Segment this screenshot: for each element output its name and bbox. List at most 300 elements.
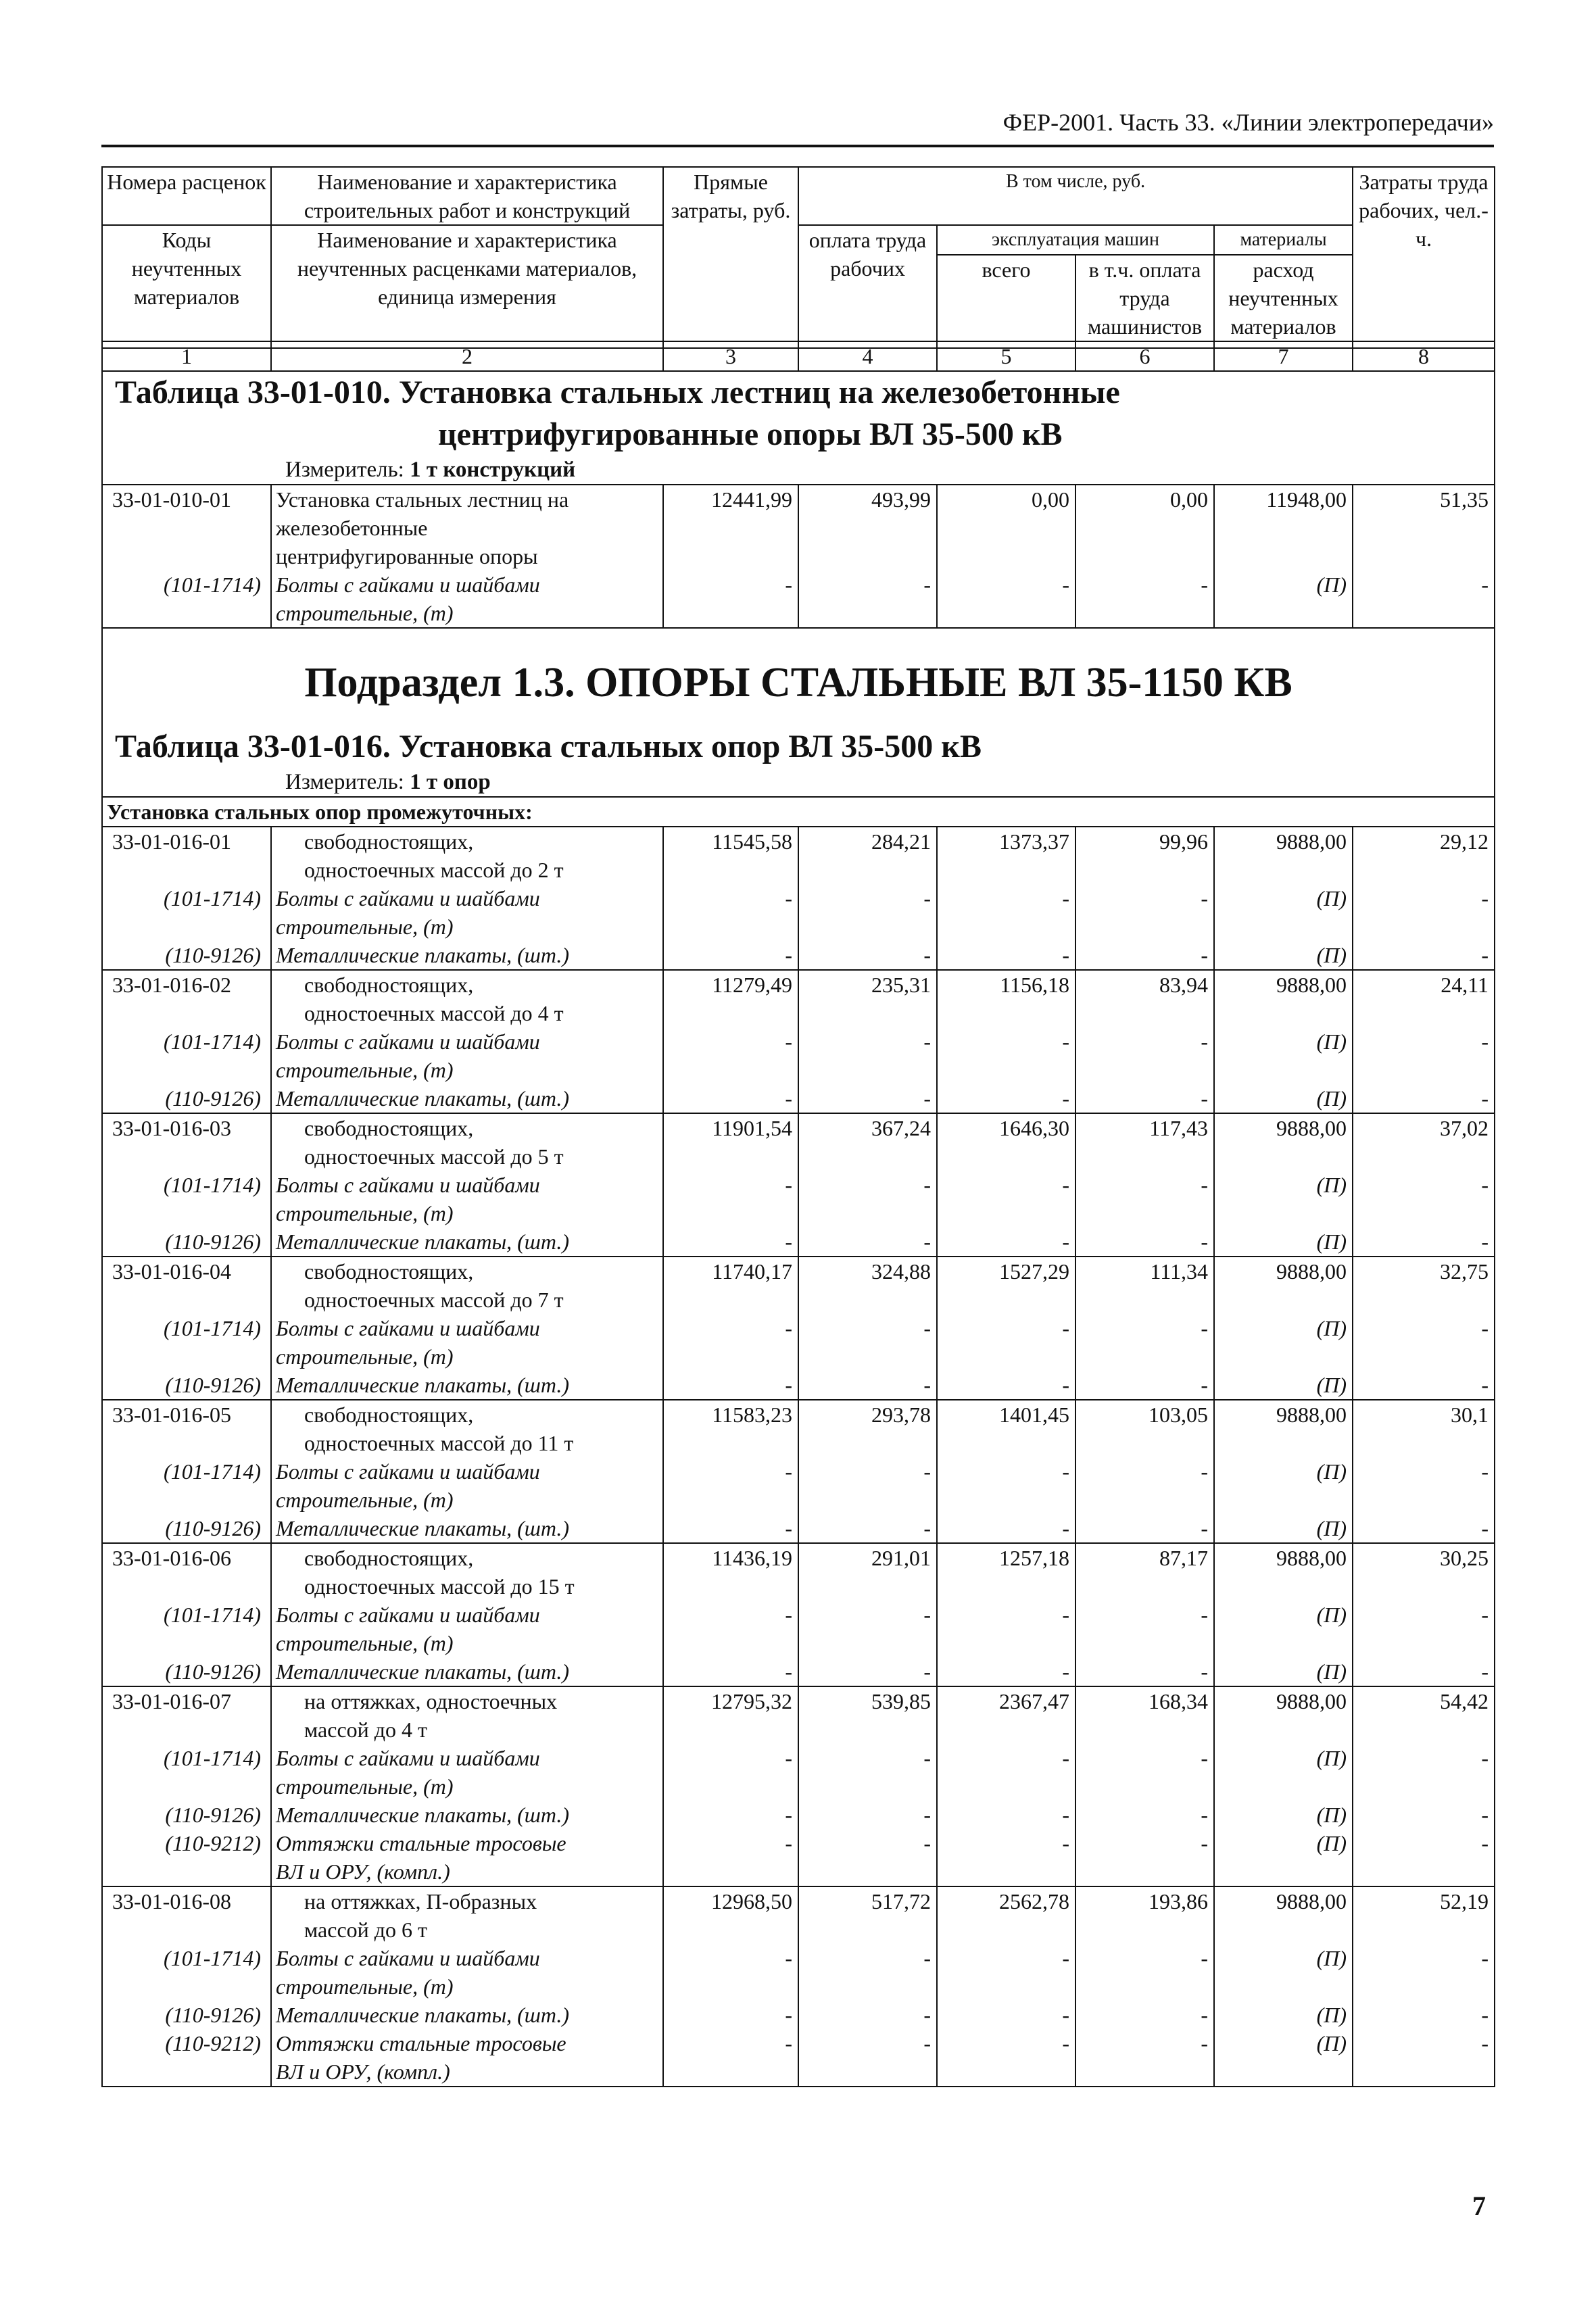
rate-code: 33-01-010-01	[102, 485, 271, 570]
material-value: -	[1353, 1657, 1495, 1686]
rate-code: 33-01-016-05	[102, 1400, 271, 1457]
rate-value: 24,11	[1353, 970, 1495, 1027]
material-value: -	[1353, 1027, 1495, 1084]
material-value: -	[663, 1829, 798, 1886]
meter-label: Измеритель:	[285, 770, 404, 794]
material-value: -	[1353, 570, 1495, 628]
material-value: -	[937, 1801, 1075, 1829]
text-line: одностоечных массой до 4 т	[304, 1001, 564, 1025]
rate-value: 111,34	[1075, 1257, 1214, 1314]
rate-value: 367,24	[798, 1113, 937, 1171]
material-value: -	[798, 1657, 937, 1686]
material-value: -	[798, 1829, 937, 1886]
rate-description	[271, 485, 663, 570]
text-line: свободностоящих,	[304, 829, 474, 854]
rate-row	[102, 1113, 1495, 1171]
col7-header: расход неучтенных материалов	[1214, 255, 1353, 341]
material-code: (101-1714)	[102, 1944, 271, 2001]
material-value: (П)	[1214, 1829, 1353, 1886]
material-value: -	[1353, 1601, 1495, 1657]
rate-row	[102, 1400, 1495, 1457]
material-value: (П)	[1214, 1314, 1353, 1371]
text-line: на оттяжках, П-образных	[304, 1889, 537, 1914]
material-value: -	[937, 941, 1075, 970]
table1-title-line2: центрифугированные опоры ВЛ 35-500 кВ	[438, 416, 1063, 452]
material-value: -	[1075, 1829, 1214, 1886]
text-line: одностоечных массой до 11 т	[304, 1431, 574, 1455]
col-number: 4	[798, 341, 937, 371]
rate-description	[271, 1400, 663, 1457]
material-value: (П)	[1214, 1801, 1353, 1829]
rate-description	[271, 1113, 663, 1171]
material-code: (110-9126)	[102, 1801, 271, 1829]
material-value: -	[1353, 1371, 1495, 1400]
text-line: строительные, (т)	[276, 1631, 454, 1655]
material-value: -	[937, 1171, 1075, 1227]
rate-value: 9888,00	[1214, 970, 1353, 1027]
material-code: (110-9126)	[102, 1227, 271, 1257]
text-line: Болты с гайками и шайбами	[276, 1603, 540, 1627]
header-rule	[101, 145, 1494, 147]
col-number: 3	[663, 341, 798, 371]
rate-value: 32,75	[1353, 1257, 1495, 1314]
rate-description	[271, 1257, 663, 1314]
title-cell	[102, 348, 1495, 485]
text-line: Установка стальных лестниц на	[276, 487, 569, 512]
rate-value: 284,21	[798, 827, 937, 884]
material-value: -	[937, 1601, 1075, 1657]
material-value: -	[1075, 2029, 1214, 2087]
rate-row	[102, 1257, 1495, 1314]
material-description	[271, 1801, 663, 1829]
rate-value: 117,43	[1075, 1113, 1214, 1171]
rate-value: 1373,37	[937, 827, 1075, 884]
material-description	[271, 1657, 663, 1686]
material-row	[102, 1829, 1495, 1886]
material-description	[271, 1744, 663, 1801]
material-value: -	[1075, 1657, 1214, 1686]
material-code: (110-9126)	[102, 1657, 271, 1686]
rate-value: 11436,19	[663, 1543, 798, 1601]
page-number: 7	[1472, 2191, 1486, 2221]
text-line: Оттяжки стальные тросовые	[276, 2031, 566, 2055]
rate-code: 33-01-016-01	[102, 827, 271, 884]
material-value: -	[798, 1084, 937, 1113]
text-line: железобетонные	[276, 516, 428, 540]
rate-value: 9888,00	[1214, 1400, 1353, 1457]
material-row	[102, 1744, 1495, 1801]
text-line: строительные, (т)	[276, 1774, 454, 1799]
material-value: -	[798, 1371, 937, 1400]
material-description	[271, 1084, 663, 1113]
rate-value: 1401,45	[937, 1400, 1075, 1457]
table1-title-line1: Таблица 33-01-010. Установка стальных лестниц на железобетонные	[115, 374, 1120, 410]
rate-value: 30,1	[1353, 1400, 1495, 1457]
material-value: -	[937, 1227, 1075, 1257]
rate-value: 12441,99	[663, 485, 798, 570]
material-code: (101-1714)	[102, 1027, 271, 1084]
text-line: свободностоящих,	[304, 1546, 474, 1570]
material-value: -	[1353, 1801, 1495, 1829]
material-value: -	[1075, 1027, 1214, 1084]
col-number: 8	[1353, 341, 1495, 371]
rate-row	[102, 1543, 1495, 1601]
rate-description	[271, 1543, 663, 1601]
material-value: (П)	[1214, 1371, 1353, 1400]
text-line: Болты с гайками и шайбами	[276, 1946, 540, 1970]
material-value: -	[798, 1314, 937, 1371]
material-description	[271, 1944, 663, 2001]
material-row	[102, 1227, 1495, 1257]
rate-value: 30,25	[1353, 1543, 1495, 1601]
material-value: -	[1353, 2029, 1495, 2087]
material-row	[102, 1944, 1495, 2001]
material-value: -	[1353, 1227, 1495, 1257]
table1-title	[107, 349, 1490, 456]
text-line: Болты с гайками и шайбами	[276, 1173, 540, 1197]
material-value: -	[1075, 884, 1214, 941]
text-line: Металлические плакаты, (шт.)	[276, 1229, 570, 1254]
text-line: одностоечных массой до 15 т	[304, 1574, 575, 1599]
material-value: (П)	[1214, 884, 1353, 941]
material-code: (110-9126)	[102, 1514, 271, 1543]
material-value: -	[663, 1514, 798, 1543]
text-line: строительные, (т)	[276, 915, 454, 939]
material-description	[271, 884, 663, 941]
col1-bottom-header: Коды неучтенных материалов	[102, 225, 271, 341]
material-code: (101-1714)	[102, 1457, 271, 1514]
rate-value: 54,42	[1353, 1686, 1495, 1744]
text-line: Металлические плакаты, (шт.)	[276, 1516, 570, 1540]
material-value: -	[937, 1829, 1075, 1886]
rate-value: 87,17	[1075, 1543, 1214, 1601]
material-value: -	[1353, 2001, 1495, 2029]
rate-code: 33-01-016-02	[102, 970, 271, 1027]
col3-header: Прямые затраты, руб.	[663, 167, 798, 341]
rate-code: 33-01-016-07	[102, 1686, 271, 1744]
text-line: свободностоящих,	[304, 1403, 474, 1427]
table2-meter	[107, 768, 1490, 796]
material-value: -	[798, 1944, 937, 2001]
material-value: (П)	[1214, 1657, 1353, 1686]
rate-value: 193,86	[1075, 1886, 1214, 1944]
rate-row	[102, 1886, 1495, 1944]
rate-value: 83,94	[1075, 970, 1214, 1027]
material-description	[271, 1457, 663, 1514]
material-code: (101-1714)	[102, 570, 271, 628]
material-value: -	[1353, 1314, 1495, 1371]
material-value: -	[663, 1601, 798, 1657]
rate-row	[102, 827, 1495, 884]
material-description	[271, 941, 663, 970]
material-value: -	[1075, 570, 1214, 628]
material-value: -	[798, 1171, 937, 1227]
machines-header: эксплуатация машин	[937, 225, 1214, 255]
text-line: Оттяжки стальные тросовые	[276, 1831, 566, 1855]
material-value: (П)	[1214, 1514, 1353, 1543]
rate-value: 539,85	[798, 1686, 937, 1744]
material-description	[271, 1314, 663, 1371]
col-number: 6	[1075, 341, 1214, 371]
material-value: (П)	[1214, 1457, 1353, 1514]
material-value: (П)	[1214, 1944, 1353, 2001]
material-value: (П)	[1214, 1601, 1353, 1657]
material-value: -	[663, 1084, 798, 1113]
material-code: (110-9212)	[102, 1829, 271, 1886]
rate-value: 29,12	[1353, 827, 1495, 884]
material-value: -	[1075, 1171, 1214, 1227]
rate-value: 103,05	[1075, 1400, 1214, 1457]
rate-value: 9888,00	[1214, 1543, 1353, 1601]
text-line: Болты с гайками и шайбами	[276, 1029, 540, 1054]
rate-value: 1527,29	[937, 1257, 1075, 1314]
material-value: (П)	[1214, 1744, 1353, 1801]
material-description	[271, 1027, 663, 1084]
col-number: 1	[102, 341, 271, 371]
material-value: -	[1353, 1084, 1495, 1113]
material-row	[102, 1514, 1495, 1543]
rate-description	[271, 1686, 663, 1744]
material-value: -	[663, 1944, 798, 2001]
text-line: Металлические плакаты, (шт.)	[276, 2003, 570, 2027]
material-value: -	[937, 1657, 1075, 1686]
material-value: (П)	[1214, 941, 1353, 970]
meter-value: 1 т опор	[410, 770, 491, 794]
col6-header: в т.ч. оплата труда машинистов	[1075, 255, 1214, 341]
material-value: -	[1075, 1084, 1214, 1113]
material-value: -	[1353, 1514, 1495, 1543]
material-code: (101-1714)	[102, 1171, 271, 1227]
material-row	[102, 1314, 1495, 1371]
material-value: -	[1075, 1457, 1214, 1514]
col1-top-header: Номера расценок	[102, 167, 271, 225]
material-value: -	[937, 1514, 1075, 1543]
text-line: строительные, (т)	[276, 1488, 454, 1512]
rate-row	[102, 970, 1495, 1027]
table1-meter	[107, 456, 1490, 484]
material-value: (П)	[1214, 2029, 1353, 2087]
material-value: -	[1075, 1314, 1214, 1371]
rate-value: 2562,78	[937, 1886, 1075, 1944]
material-value: -	[663, 884, 798, 941]
material-description	[271, 1171, 663, 1227]
rate-value: 11583,23	[663, 1400, 798, 1457]
rate-value: 168,34	[1075, 1686, 1214, 1744]
material-code: (101-1714)	[102, 1744, 271, 1801]
col-number: 5	[937, 341, 1075, 371]
incl-header: В том числе, руб.	[798, 167, 1353, 225]
rate-value: 9888,00	[1214, 827, 1353, 884]
material-row	[102, 1457, 1495, 1514]
material-code: (101-1714)	[102, 1601, 271, 1657]
material-value: -	[1075, 1514, 1214, 1543]
rate-value: 11948,00	[1214, 485, 1353, 570]
material-value: -	[937, 884, 1075, 941]
material-value: -	[798, 941, 937, 970]
text-line: строительные, (т)	[276, 601, 454, 625]
text-line: Металлические плакаты, (шт.)	[276, 943, 570, 967]
rate-value: 1646,30	[937, 1113, 1075, 1171]
meter-value: 1 т конструкций	[410, 458, 576, 482]
col4-header: оплата труда рабочих	[798, 225, 937, 341]
rate-value: 1156,18	[937, 970, 1075, 1027]
text-line: Металлические плакаты, (шт.)	[276, 1086, 570, 1111]
material-value: -	[663, 1657, 798, 1686]
rate-value: 11279,49	[663, 970, 798, 1027]
material-row	[102, 1801, 1495, 1829]
material-value: -	[663, 1744, 798, 1801]
text-line: массой до 6 т	[304, 1918, 428, 1942]
material-row	[102, 1657, 1495, 1686]
material-row	[102, 884, 1495, 941]
material-value: -	[663, 1171, 798, 1227]
text-line: свободностоящих,	[304, 973, 474, 997]
material-value: -	[937, 1314, 1075, 1371]
col2-bottom-header: Наименование и характеристика неучтенных расценками материалов, единица измерения	[271, 225, 663, 341]
rate-value: 11740,17	[663, 1257, 798, 1314]
rate-value: 12968,50	[663, 1886, 798, 1944]
material-value: -	[798, 1457, 937, 1514]
material-value: -	[1075, 1801, 1214, 1829]
rate-value: 2367,47	[937, 1686, 1075, 1744]
text-line: ВЛ и ОРУ, (компл.)	[276, 2060, 450, 2084]
material-value: -	[937, 1371, 1075, 1400]
text-line: строительные, (т)	[276, 1344, 454, 1369]
material-value: -	[1075, 1601, 1214, 1657]
material-value: -	[663, 1371, 798, 1400]
material-value: -	[1353, 941, 1495, 970]
col-number: 7	[1214, 341, 1353, 371]
material-description	[271, 1829, 663, 1886]
material-description	[271, 1227, 663, 1257]
material-value: -	[1353, 884, 1495, 941]
material-value: -	[663, 2029, 798, 2087]
material-value: -	[1353, 1171, 1495, 1227]
text-line: строительные, (т)	[276, 1974, 454, 1999]
col-number: 2	[271, 341, 663, 371]
column-header-table	[101, 166, 1495, 372]
text-line: одностоечных массой до 2 т	[304, 858, 564, 882]
material-code: (101-1714)	[102, 884, 271, 941]
rate-value: 9888,00	[1214, 1886, 1353, 1944]
material-value: -	[663, 1457, 798, 1514]
material-value: -	[798, 1227, 937, 1257]
material-value: -	[663, 1801, 798, 1829]
material-value: (П)	[1214, 1171, 1353, 1227]
material-code: (110-9212)	[102, 2029, 271, 2087]
rate-value: 9888,00	[1214, 1113, 1353, 1171]
text-line: Металлические плакаты, (шт.)	[276, 1659, 570, 1684]
material-value: (П)	[1214, 1084, 1353, 1113]
material-description	[271, 1601, 663, 1657]
material-description	[271, 1371, 663, 1400]
text-line: свободностоящих,	[304, 1259, 474, 1284]
rate-value: 0,00	[937, 485, 1075, 570]
rate-value: 9888,00	[1214, 1257, 1353, 1314]
material-row	[102, 1027, 1495, 1084]
material-value: -	[798, 1027, 937, 1084]
rate-value: 293,78	[798, 1400, 937, 1457]
text-line: Болты с гайками и шайбами	[276, 1316, 540, 1340]
material-row	[102, 1601, 1495, 1657]
text-line: ВЛ и ОРУ, (компл.)	[276, 1859, 450, 1884]
rate-code: 33-01-016-06	[102, 1543, 271, 1601]
material-value: -	[798, 1601, 937, 1657]
material-row	[102, 570, 1495, 628]
text-line: Болты с гайками и шайбами	[276, 1459, 540, 1484]
rate-value: 11545,58	[663, 827, 798, 884]
rate-code: 33-01-016-08	[102, 1886, 271, 1944]
material-value: -	[663, 2001, 798, 2029]
text-line: Болты с гайками и шайбами	[276, 1746, 540, 1770]
material-value: -	[1353, 1944, 1495, 2001]
material-value: -	[1353, 1829, 1495, 1886]
material-value: -	[1075, 941, 1214, 970]
material-row	[102, 2029, 1495, 2087]
materials-header: материалы	[1214, 225, 1353, 255]
material-row	[102, 1171, 1495, 1227]
rate-value: 51,35	[1353, 485, 1495, 570]
text-line: свободностоящих,	[304, 1116, 474, 1140]
material-value: (П)	[1214, 1227, 1353, 1257]
material-value: -	[663, 1314, 798, 1371]
rate-description	[271, 970, 663, 1027]
rate-value: 517,72	[798, 1886, 937, 1944]
text-line: Металлические плакаты, (шт.)	[276, 1803, 570, 1827]
material-row	[102, 1371, 1495, 1400]
material-value: (П)	[1214, 570, 1353, 628]
text-line: массой до 4 т	[304, 1717, 428, 1742]
material-value: -	[663, 570, 798, 628]
rate-value: 11901,54	[663, 1113, 798, 1171]
rate-value: 291,01	[798, 1543, 937, 1601]
text-line: строительные, (т)	[276, 1058, 454, 1082]
material-description	[271, 2001, 663, 2029]
material-value: -	[798, 1514, 937, 1543]
material-value: -	[937, 2001, 1075, 2029]
material-row	[102, 2001, 1495, 2029]
material-code: (101-1714)	[102, 1314, 271, 1371]
material-code: (110-9126)	[102, 941, 271, 970]
table2-title: Таблица 33-01-016. Установка стальных опор ВЛ 35-500 кВ	[115, 729, 982, 764]
material-value: -	[1353, 1744, 1495, 1801]
material-value: -	[798, 1801, 937, 1829]
material-value: -	[937, 1084, 1075, 1113]
rate-code: 33-01-016-03	[102, 1113, 271, 1171]
col5-header: всего	[937, 255, 1075, 341]
material-value: -	[798, 2001, 937, 2029]
material-value: -	[663, 1027, 798, 1084]
rate-row	[102, 1686, 1495, 1744]
rate-description	[271, 1886, 663, 1944]
material-value: (П)	[1214, 1027, 1353, 1084]
text-line: одностоечных массой до 5 т	[304, 1144, 564, 1169]
rate-value: 1257,18	[937, 1543, 1075, 1601]
col8-header: Затраты труда рабочих, чел.-ч.	[1353, 167, 1495, 341]
running-header: ФЕР-2001. Часть 33. «Линии электропередачи»	[1002, 109, 1494, 136]
material-value: -	[937, 570, 1075, 628]
material-row	[102, 1084, 1495, 1113]
material-value: -	[1075, 1744, 1214, 1801]
material-value: -	[937, 1027, 1075, 1084]
material-code: (110-9126)	[102, 1371, 271, 1400]
rate-value: 493,99	[798, 485, 937, 570]
rate-code: 33-01-016-04	[102, 1257, 271, 1314]
material-value: -	[1075, 1227, 1214, 1257]
material-value: -	[798, 884, 937, 941]
rate-value: 9888,00	[1214, 1686, 1353, 1744]
material-value: -	[798, 1744, 937, 1801]
